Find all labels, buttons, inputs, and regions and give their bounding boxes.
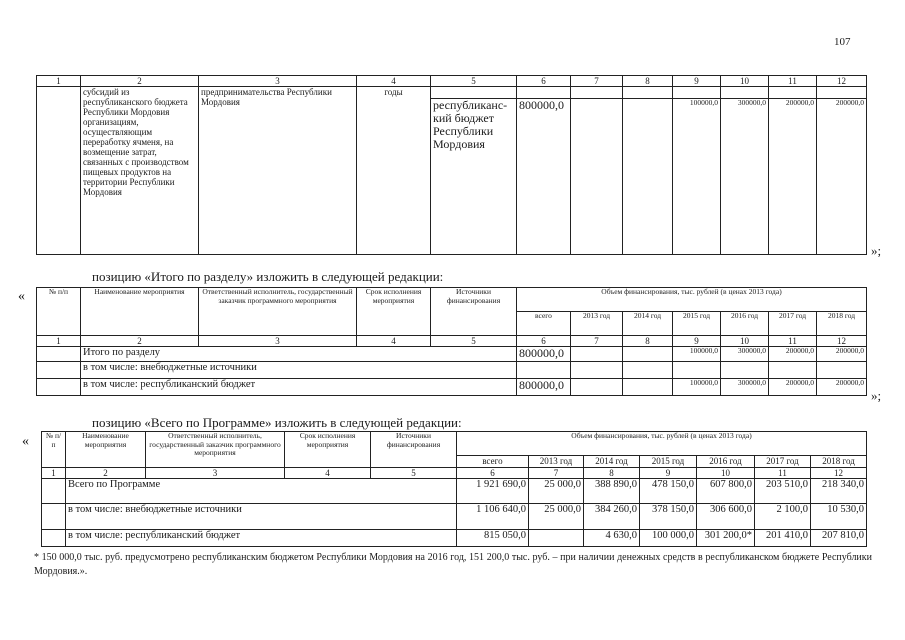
header-year: 2013 год — [529, 456, 584, 468]
cell-y2013: 25 000,0 — [529, 479, 584, 504]
cell-num — [37, 87, 81, 255]
cell-y2014 — [623, 379, 673, 396]
table-row — [37, 362, 867, 379]
cell-y2013 — [571, 99, 623, 255]
header-executor: Ответственный исполнитель, государственный заказчик программного мероприятия — [146, 432, 285, 468]
col-num: 11 — [769, 76, 817, 87]
cell-label: в том числе: республиканский бюджет — [81, 379, 517, 396]
cell-y2018 — [817, 362, 867, 379]
cell-term: годы — [357, 87, 431, 255]
cell-source: республиканс-кий бюджет Республики Мордовия — [431, 99, 517, 255]
col-num: 2 — [81, 336, 199, 347]
cell-num — [37, 379, 81, 396]
cell-label: в том числе: внебюджетные источники — [66, 504, 457, 530]
cell-y2014: 384 260,0 — [584, 504, 640, 530]
cell-y2013 — [529, 530, 584, 547]
col-num: 4 — [285, 468, 371, 479]
header-year: 2015 год — [640, 456, 697, 468]
cell-total: 815 050,0 — [457, 530, 529, 547]
col-num: 12 — [817, 76, 867, 87]
opening-quote: « — [22, 434, 29, 449]
header-source: Источники финансирования — [431, 288, 517, 336]
col-num: 8 — [584, 468, 640, 479]
table-row — [42, 479, 867, 504]
col-num: 11 — [755, 468, 811, 479]
col-num: 7 — [571, 336, 623, 347]
section-total-table — [36, 287, 867, 396]
col-num: 10 — [721, 76, 769, 87]
header-year: 2014 год — [584, 456, 640, 468]
cell-y2015: 100 000,0 — [640, 530, 697, 547]
cell-y2018: 218 340,0 — [811, 479, 867, 504]
cell-y2018: 200000,0 — [817, 347, 867, 362]
closing-quote: »; — [871, 388, 882, 403]
col-num: 10 — [721, 336, 769, 347]
col-num: 7 — [571, 76, 623, 87]
cell-num — [42, 530, 66, 547]
col-num: 9 — [640, 468, 697, 479]
cell-empty — [769, 87, 817, 99]
cell-y2017 — [769, 362, 817, 379]
cell-num — [37, 362, 81, 379]
cell-empty — [817, 87, 867, 99]
header-year: 2018 год — [817, 312, 867, 336]
cell-empty — [721, 87, 769, 99]
col-num: 1 — [37, 76, 81, 87]
cell-event-name: субсидий из республиканского бюджета Республики Мордовия организациям, осуществляющим переработку ячменя, на возмещение затрат, связанных с производством пищевых продуктов на территории Республики Мордовия — [81, 87, 199, 255]
cell-y2015: 378 150,0 — [640, 504, 697, 530]
cell-y2018: 200000,0 — [817, 379, 867, 396]
table-row — [42, 530, 867, 547]
closing-quote: »; — [871, 243, 882, 258]
col-num: 1 — [37, 336, 81, 347]
cell-y2013 — [571, 347, 623, 362]
section-heading: позицию «Всего по Программе» изложить в следующей редакции: — [92, 415, 462, 430]
header-year: 2017 год — [755, 456, 811, 468]
col-num: 8 — [623, 76, 673, 87]
footnote: * 150 000,0 тыс. руб. предусмотрено республиканским бюджетом Республики Мордовия на 2016 год, 151 200,0 тыс. руб. – при наличии денежных средств в республиканском бюджете Республики Мордовия.». — [34, 552, 872, 577]
header-total: всего — [457, 456, 529, 468]
table-row — [37, 347, 867, 362]
header-term: Срок исполнения мероприятия — [285, 432, 371, 468]
header-year: 2016 год — [721, 312, 769, 336]
page-number: 107 — [834, 36, 851, 48]
cell-y2016: 607 800,0 — [697, 479, 755, 504]
header-volume: Объем финансирования, тыс. рублей (в ценах 2013 года) — [517, 288, 867, 312]
col-num: 5 — [371, 468, 457, 479]
cell-total: 800000,0 — [517, 347, 571, 362]
cell-y2017: 200000,0 — [769, 99, 817, 255]
cell-y2014: 4 630,0 — [584, 530, 640, 547]
cell-y2017: 200000,0 — [769, 379, 817, 396]
cell-empty — [517, 87, 571, 99]
header-year: 2013 год — [571, 312, 623, 336]
header-year: 2018 год — [811, 456, 867, 468]
column-number-row — [42, 468, 867, 479]
col-num: 10 — [697, 468, 755, 479]
cell-y2014 — [623, 362, 673, 379]
cell-y2014: 388 890,0 — [584, 479, 640, 504]
cell-total: 800000,0 — [517, 379, 571, 396]
col-num: 9 — [673, 76, 721, 87]
header-name: Наименование мероприятия — [81, 288, 199, 336]
cell-num — [42, 504, 66, 530]
table-row — [42, 504, 867, 530]
col-num: 2 — [66, 468, 146, 479]
col-num: 6 — [457, 468, 529, 479]
cell-label: Итого по разделу — [81, 347, 517, 362]
header-row — [37, 288, 867, 312]
opening-quote: « — [18, 289, 25, 304]
col-num: 3 — [146, 468, 285, 479]
cell-empty — [431, 87, 517, 99]
cell-executor: предпринимательства Республики Мордовия — [199, 87, 357, 255]
header-source: Источники финансирования — [371, 432, 457, 468]
col-num: 3 — [199, 336, 357, 347]
cell-y2015 — [673, 362, 721, 379]
cell-num — [37, 347, 81, 362]
col-num: 1 — [42, 468, 66, 479]
cell-y2015: 100000,0 — [673, 347, 721, 362]
header-year: 2014 год — [623, 312, 673, 336]
header-year: 2016 год — [697, 456, 755, 468]
cell-label: Всего по Программе — [66, 479, 457, 504]
cell-y2013 — [571, 379, 623, 396]
cell-y2014 — [623, 347, 673, 362]
cell-label: в том числе: республиканский бюджет — [66, 530, 457, 547]
table-row — [37, 379, 867, 396]
col-num: 12 — [817, 336, 867, 347]
header-total: всего — [517, 312, 571, 336]
cell-total: 1 921 690,0 — [457, 479, 529, 504]
cell-label: в том числе: внебюджетные источники — [81, 362, 517, 379]
col-num: 11 — [769, 336, 817, 347]
col-num: 7 — [529, 468, 584, 479]
cell-y2015: 100000,0 — [673, 379, 721, 396]
header-num: № п/п — [37, 288, 81, 336]
header-year: 2015 год — [673, 312, 721, 336]
cell-y2018: 10 530,0 — [811, 504, 867, 530]
column-number-row — [37, 76, 867, 87]
col-num: 5 — [431, 76, 517, 87]
cell-total: 1 106 640,0 — [457, 504, 529, 530]
col-num: 4 — [357, 76, 431, 87]
col-num: 9 — [673, 336, 721, 347]
col-num: 2 — [81, 76, 199, 87]
cell-y2013: 25 000,0 — [529, 504, 584, 530]
col-num: 6 — [517, 76, 571, 87]
col-num: 4 — [357, 336, 431, 347]
section-heading: позицию «Итого по разделу» изложить в следующей редакции: — [92, 269, 444, 284]
column-number-row — [37, 336, 867, 347]
cell-y2015: 100000,0 — [673, 99, 721, 255]
col-num: 12 — [811, 468, 867, 479]
cell-y2017: 200000,0 — [769, 347, 817, 362]
cell-empty — [571, 87, 623, 99]
cell-empty — [623, 87, 673, 99]
cell-num — [42, 479, 66, 504]
cell-total — [517, 362, 571, 379]
col-num: 6 — [517, 336, 571, 347]
header-name: Наименование мероприятия — [66, 432, 146, 468]
cell-y2016: 300000,0 — [721, 99, 769, 255]
header-term: Срок исполнения мероприятия — [357, 288, 431, 336]
cell-y2017: 201 410,0 — [755, 530, 811, 547]
cell-empty — [673, 87, 721, 99]
col-num: 3 — [199, 76, 357, 87]
cell-y2017: 203 510,0 — [755, 479, 811, 504]
cell-y2013 — [571, 362, 623, 379]
header-volume: Объем финансирования, тыс. рублей (в ценах 2013 года) — [457, 432, 867, 456]
cell-y2016: 300000,0 — [721, 379, 769, 396]
program-total-table — [41, 431, 867, 547]
col-num: 8 — [623, 336, 673, 347]
header-row — [42, 432, 867, 456]
cell-y2018: 200000,0 — [817, 99, 867, 255]
program-table-continuation — [36, 75, 867, 255]
cell-y2016 — [721, 362, 769, 379]
header-num: № п/п — [42, 432, 66, 468]
cell-y2017: 2 100,0 — [755, 504, 811, 530]
header-executor: Ответственный исполнитель, государственный заказчик программного мероприятия — [199, 288, 357, 336]
cell-total: 800000,0 — [517, 99, 571, 255]
header-year: 2017 год — [769, 312, 817, 336]
table-row — [37, 87, 867, 99]
col-num: 5 — [431, 336, 517, 347]
cell-y2016: 300000,0 — [721, 347, 769, 362]
cell-y2016: 301 200,0* — [697, 530, 755, 547]
cell-y2014 — [623, 99, 673, 255]
cell-y2018: 207 810,0 — [811, 530, 867, 547]
cell-y2015: 478 150,0 — [640, 479, 697, 504]
cell-y2016: 306 600,0 — [697, 504, 755, 530]
